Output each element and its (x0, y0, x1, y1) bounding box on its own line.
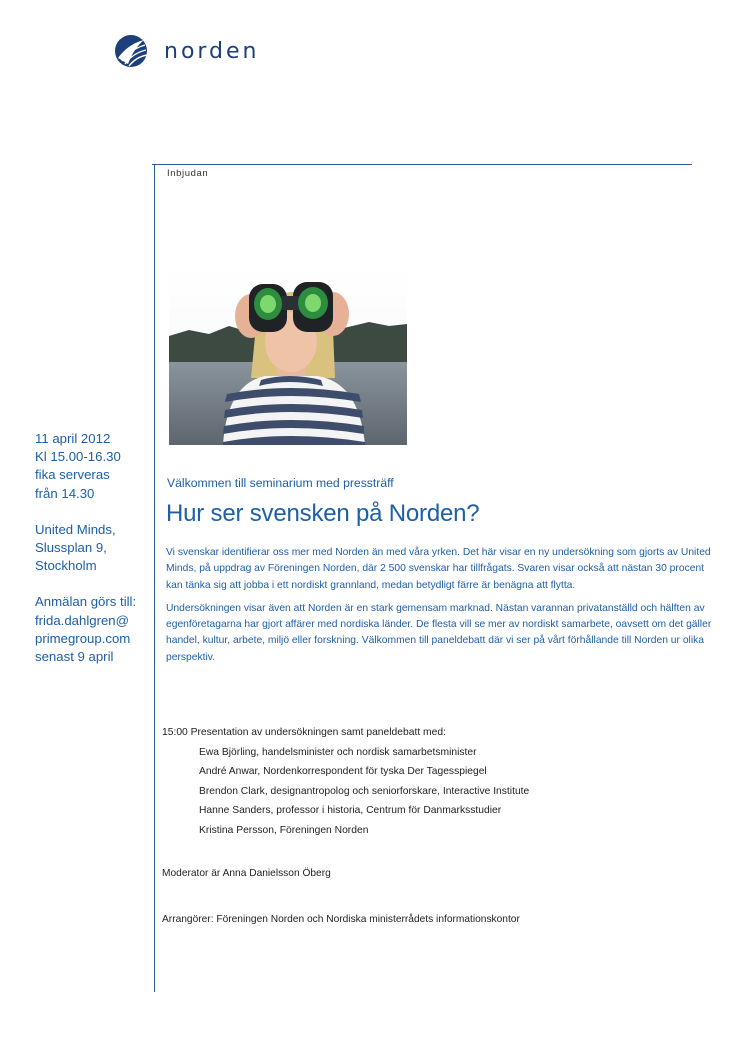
program (162, 723, 702, 840)
document-type-label: Inbjudan (167, 168, 209, 179)
intro-paragraph-2: Undersökningen visar även att Norden är en stark gemensam marknad. Nästan varannan privatanställd och hälften av egenföretagarna har gjort affärer med nordiska länder. De flesta vill se mer av nordiskt samarbete, oavsett om det gäller handel, kultur, arbete, miljö eller forskning. Välkommen till paneldebatt där vi ser på vårt förhållande till Norden ur olika perspektiv. (166, 602, 712, 663)
panelist-list (162, 743, 702, 841)
signup-email-1[interactable]: frida.dahlgren@ (35, 612, 130, 628)
brand-name: norden (164, 38, 260, 64)
page-subtitle: Välkommen till seminarium med pressträff (167, 476, 394, 490)
event-when (35, 430, 153, 503)
venue-line-1: United Minds, (35, 521, 116, 537)
margin-divider (154, 164, 155, 992)
intro-text (166, 545, 712, 673)
swan-globe-icon (114, 34, 148, 68)
moderator-line: Moderator är Anna Danielsson Öberg (162, 868, 331, 879)
intro-paragraph-1: Vi svenskar identifierar oss mer med Norden än med våra yrken. Det här visar en ny undersökning som gjorts av United Minds, på uppdrag av Föreningen Norden, där 2 500 svenskar har tillfrågats. Svaren visar också att nästan 30 procent kan tänka sig att jobba i ett nordiskt grannland, medan betydligt färre är benägna att flytta. (166, 547, 711, 591)
signup-email-2[interactable]: primegroup.com (35, 630, 131, 646)
panelist-item: Brendon Clark, designantropolog och seniorforskare, Interactive Institute (199, 785, 530, 797)
panelist-item: André Anwar, Nordenkorrespondent för tyska Der Tagesspiegel (199, 766, 487, 777)
panelist-item: Ewa Björling, handelsminister och nordisk samarbetsminister (199, 746, 477, 758)
event-signup (35, 593, 153, 666)
signup-deadline: senast 9 april (35, 649, 114, 665)
event-venue (35, 521, 153, 576)
header-divider (152, 164, 692, 165)
panelist-item: Hanne Sanders, professor i historia, Centrum för Danmarksstudier (199, 805, 502, 816)
signup-line-1: Anmälan görs till: (35, 594, 137, 610)
panelist-item: Kristina Persson, Föreningen Norden (199, 824, 369, 836)
woman-with-binoculars-photo (169, 266, 407, 445)
event-details-sidebar (35, 430, 153, 684)
venue-line-3: Stockholm (35, 558, 97, 574)
fika-line-1: fika serveras (35, 467, 110, 483)
fika-line-2: från 14.30 (35, 485, 95, 501)
event-date: 11 april 2012 (35, 431, 111, 446)
organizers-line: Arrangörer: Föreningen Norden och Nordiska ministerrådets informationskontor (162, 914, 520, 925)
venue-line-2: Slussplan 9, (35, 540, 107, 556)
event-time: Kl 15.00-16.30 (35, 449, 121, 465)
page-title: Hur ser svensken på Norden? (166, 500, 480, 527)
norden-logo (114, 34, 260, 68)
program-heading: 15:00 Presentation av undersökningen samt paneldebatt med: (162, 727, 446, 738)
